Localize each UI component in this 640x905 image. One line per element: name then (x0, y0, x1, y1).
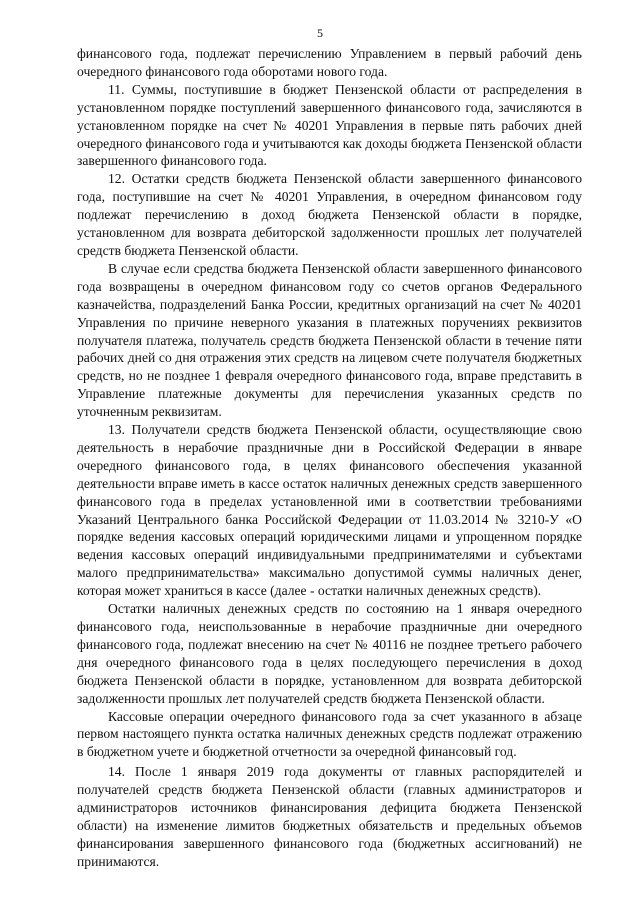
page-number: 5 (317, 26, 323, 40)
paragraph-item-13-cash-remainders: Остатки наличных денежных средств по состоянию на 1 января очередного финансового года, неиспользованные в нерабочие праздничные дни очередного финансового года, подлежат внесению на счет № 40116 не позднее третьего рабочего дня очередного финансового года в целях последующего перечисления в доход бюджета Пензенской области в порядке, установленном для возврата дебиторской задолженности прошлых лет получателей средств бюджета Пензенской области. (77, 601, 582, 706)
paragraph-continuation: финансового года, подлежат перечислению Управлением в первый рабочий день очередного финансового года оборотами нового года. (77, 46, 582, 79)
paragraph-item-11: 11. Суммы, поступившие в бюджет Пензенской области от распределения в установленном порядке поступлений завершенного финансового года, зачисляются в установленном порядке на счет № 40201 Управления в первые пять рабочих дней очередного финансового года и учитываются как доходы бюджета Пензенской области завершенного финансового года. (77, 81, 582, 169)
document-body (77, 45, 582, 871)
paragraph-item-13: 13. Получатели средств бюджета Пензенской области, осуществляющие свою деятельность в нерабочие праздничные дни в Российской Федерации в январе очередного финансового года, в целях финансового обеспечения указанной деятельности вправе иметь в кассе остаток наличных денежных средств завершенного финансового года в пределах установленной ими в соответствии требованиями Указаний Центрального банка Российской Федерации от 11.03.2014 № 3210-У «О порядке ведения кассовых операций юридическими лицами и упрощенном порядке ведения кассовых операций индивидуальными предпринимателями и субъектами малого предпринимательства» максимально допустимой суммы наличных денег, которая может храниться в кассе (далее - остатки наличных денежных средств). (77, 422, 582, 599)
paragraph-item-14: 14. После 1 января 2019 года документы от главных распорядителей и получателей средств бюджета Пензенской области (главных администраторов и администраторов источников финансирования дефицита бюджета Пензенской области) на изменение лимитов бюджетных обязательств и предельных объемов финансирования завершенного финансового года (бюджетных ассигнований) не принимаются. (77, 764, 582, 869)
paragraph-item-13-cash-operations: Кассовые операции очередного финансового года за счет указанного в абзаце первом настоящего пункта остатка наличных денежных средств подлежат отражению в бюджетном учете и бюджетной отчетности за очередной финансовый год. (77, 708, 582, 760)
paragraph-item-12-return-case: В случае если средства бюджета Пензенской области завершенного финансового года возвращены в очередном финансовом году со счетов органов Федерального казначейства, подразделений Банка России, кредитных организаций на счет № 40201 Управления по причине неверного указания в платежных поручениях реквизитов получателя платежа, получатель средств бюджета Пензенской области в течение пяти рабочих дней со дня отражения этих средств на лицевом счете получателя бюджетных средств, но не позднее 1 февраля очередного финансового года, вправе представить в Управление платежные документы для перечисления указанных средств по уточненным реквизитам. (77, 260, 582, 420)
paragraph-item-12: 12. Остатки средств бюджета Пензенской области завершенного финансового года, поступившие на счет № 40201 Управления, в очередном финансовом году подлежат перечислению в доход бюджета Пензенской области в порядке, установленном для возврата дебиторской задолженности прошлых лет получателей средств бюджета Пензенской области. (77, 171, 582, 258)
